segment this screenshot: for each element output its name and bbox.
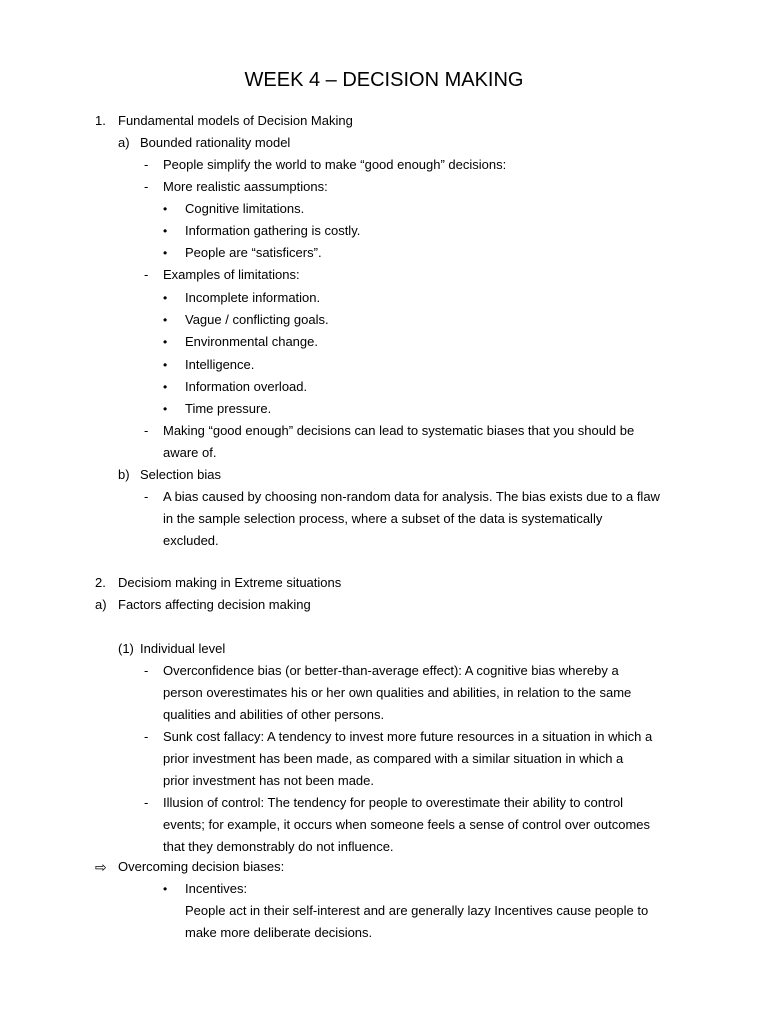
bullet-marker: •: [163, 202, 168, 216]
bullet-marker: •: [163, 402, 168, 416]
dash-marker: -: [144, 729, 149, 744]
dash-marker: -: [144, 179, 149, 194]
list-item-cont: events; for example, it occurs when someone feels a sense of control over outcomes: [163, 817, 651, 832]
list-number: 2.: [95, 575, 106, 590]
list-item: People are “satisficers”.: [185, 245, 322, 260]
list-marker: a): [118, 135, 130, 150]
list-item: A bias caused by choosing non-random data for analysis. The bias exists due to a flaw: [163, 489, 660, 504]
section-heading: Fundamental models of Decision Making: [118, 113, 353, 128]
list-item-cont: qualities and abilities of other persons.: [163, 707, 385, 722]
list-item-cont: that they demonstrably do not influence.: [163, 839, 394, 854]
list-item-cont: excluded.: [163, 533, 219, 548]
list-marker: b): [118, 467, 130, 482]
list-item-cont: person overestimates his or her own qualities and abilities, in relation to the same: [163, 685, 632, 700]
list-marker: (1): [118, 641, 134, 656]
dash-marker: -: [144, 663, 149, 678]
list-item-cont: make more deliberate decisions.: [185, 925, 373, 940]
subsection-heading: Selection bias: [140, 467, 221, 482]
list-item-cont: in the sample selection process, where a subset of the data is systematically: [163, 511, 603, 526]
bullet-marker: •: [163, 358, 168, 372]
list-item: Incentives:: [185, 881, 248, 896]
list-item: Information gathering is costly.: [185, 223, 361, 238]
dash-marker: -: [144, 157, 149, 172]
list-number: 1.: [95, 113, 106, 128]
list-item-cont: prior investment has not been made.: [163, 773, 375, 788]
list-item: Making “good enough” decisions can lead to systematic biases that you should be: [163, 423, 635, 438]
section-heading: Overcoming decision biases:: [118, 859, 285, 874]
list-item: Cognitive limitations.: [185, 201, 305, 216]
bullet-marker: •: [163, 246, 168, 260]
arrow-icon: ⇨: [95, 859, 107, 875]
bullet-marker: •: [163, 380, 168, 394]
page-title: WEEK 4 – DECISION MAKING: [244, 69, 524, 91]
list-item-cont: People act in their self-interest and are generally lazy Incentives cause people to: [185, 903, 649, 918]
bullet-marker: •: [163, 291, 168, 305]
bullet-marker: •: [163, 335, 168, 349]
subsection-heading: Factors affecting decision making: [118, 597, 311, 612]
list-item: Information overload.: [185, 379, 308, 394]
list-item: Examples of limitations:: [163, 267, 300, 282]
list-item: Sunk cost fallacy: A tendency to invest more future resources in a situation in which a: [163, 729, 653, 744]
list-item: Environmental change.: [185, 334, 318, 349]
list-item: Illusion of control: The tendency for people to overestimate their ability to control: [163, 795, 624, 810]
dash-marker: -: [144, 423, 149, 438]
list-item: More realistic aassumptions:: [163, 179, 328, 194]
list-item: Overconfidence bias (or better-than-average effect): A cognitive bias whereby a: [163, 663, 619, 678]
dash-marker: -: [144, 267, 149, 282]
list-item: Incomplete information.: [185, 290, 321, 305]
subsection-heading: Bounded rationality model: [140, 135, 291, 150]
list-item-cont: aware of.: [163, 445, 217, 460]
subsection-heading: Individual level: [140, 641, 226, 656]
list-item-cont: prior investment has been made, as compared with a similar situation in which a: [163, 751, 624, 766]
dash-marker: -: [144, 795, 149, 810]
list-marker: a): [95, 597, 107, 612]
list-item: People simplify the world to make “good enough” decisions:: [163, 157, 507, 172]
dash-marker: -: [144, 489, 149, 504]
list-item: Vague / conflicting goals.: [185, 312, 329, 327]
bullet-marker: •: [163, 313, 168, 327]
list-item: Time pressure.: [185, 401, 272, 416]
bullet-marker: •: [163, 224, 168, 238]
section-heading: Decisiom making in Extreme situations: [118, 575, 342, 590]
bullet-marker: •: [163, 882, 168, 896]
list-item: Intelligence.: [185, 357, 255, 372]
